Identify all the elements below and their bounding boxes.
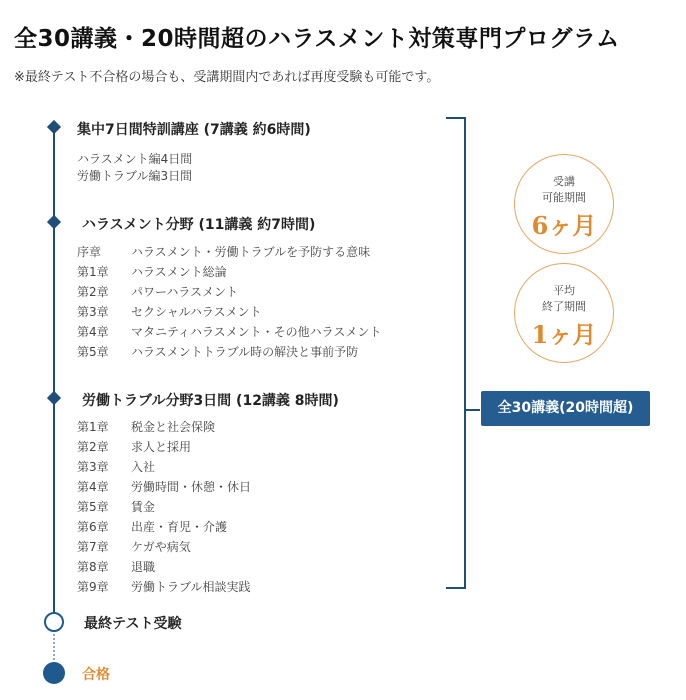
chapter-row xyxy=(77,303,262,321)
section-heading-harassment: ハラスメント分野 (11講義 約7時間) xyxy=(82,217,316,233)
chapter-number: 第9章 xyxy=(77,580,109,594)
average-completion-circle xyxy=(514,263,614,363)
section-marker-diamond xyxy=(47,391,61,405)
chapter-row xyxy=(77,478,251,496)
chapter-number: 第4章 xyxy=(77,325,109,339)
section-heading-intensive: 集中7日間特訓講座 (7講義 約6時間) xyxy=(77,122,311,138)
section-marker-diamond xyxy=(47,120,61,134)
enrollment-period-circle xyxy=(514,154,614,254)
chapter-number: 第3章 xyxy=(77,305,109,319)
final-test-label: 最終テスト受験 xyxy=(84,616,182,632)
total-lectures-badge: 全30講義(20時間超) xyxy=(481,391,650,426)
bracket-connector xyxy=(466,409,480,411)
circle-label: 受講 xyxy=(553,175,575,188)
chapter-number: 第8章 xyxy=(77,560,109,574)
page-title: 全30講義・20時間超のハラスメント対策専門プログラム xyxy=(14,26,620,52)
chapter-row xyxy=(77,578,251,596)
chapter-row xyxy=(77,558,155,576)
chapter-number: 第1章 xyxy=(77,265,109,279)
chapter-title: 退職 xyxy=(131,560,156,574)
circle-label: 可能期間 xyxy=(542,191,586,204)
chapter-row xyxy=(77,418,215,436)
chapter-title: ケガや病気 xyxy=(131,540,191,554)
chapter-title: 出産・育児・介護 xyxy=(131,520,228,534)
pass-label: 合格 xyxy=(82,667,110,683)
circle-label: 平均 xyxy=(553,284,575,297)
chapter-row xyxy=(77,323,381,341)
chapter-title: 労働トラブル相談実践 xyxy=(131,580,251,594)
timeline-line xyxy=(53,127,55,623)
list-item: ハラスメント編4日間 xyxy=(77,152,193,166)
chapter-title: 求人と採用 xyxy=(131,440,192,454)
section-heading-labor: 労働トラブル分野3日間 (12講義 8時間) xyxy=(82,393,339,409)
chapter-row xyxy=(77,283,238,301)
chapter-row xyxy=(77,538,191,556)
chapter-title: パワーハラスメント xyxy=(131,285,239,299)
chapter-title: 労働時間・休憩・休日 xyxy=(131,480,252,494)
chapter-number: 第5章 xyxy=(77,500,109,514)
list-item: 労働トラブル編3日間 xyxy=(77,169,193,183)
chapter-title: マタニティハラスメント・その他ハラスメント xyxy=(131,325,382,339)
circle-label: 終了期間 xyxy=(542,300,586,313)
chapter-title: ハラスメント・労働トラブルを予防する意味 xyxy=(131,245,371,259)
pass-dot-icon xyxy=(43,662,65,684)
chapter-title: 賃金 xyxy=(131,500,156,514)
chapter-row xyxy=(77,518,227,536)
program-bracket xyxy=(446,117,466,589)
section-marker-diamond xyxy=(47,215,61,229)
chapter-number: 第2章 xyxy=(77,440,109,454)
circle-value: 1ヶ月 xyxy=(531,320,597,349)
chapter-row xyxy=(77,243,370,261)
final-test-ring-icon xyxy=(44,612,64,632)
chapter-number: 第2章 xyxy=(77,285,109,299)
chapter-number: 序章 xyxy=(77,245,102,259)
chapter-title: ハラスメント総論 xyxy=(131,265,227,279)
chapter-number: 第4章 xyxy=(77,480,109,494)
chapter-title: ハラスメントトラブル時の解決と事前予防 xyxy=(131,345,359,359)
chapter-row xyxy=(77,263,227,281)
chapter-title: 入社 xyxy=(131,460,156,474)
chapter-title: セクシャルハラスメント xyxy=(131,305,262,319)
chapter-number: 第6章 xyxy=(77,520,109,534)
chapter-row xyxy=(77,498,155,516)
chapter-number: 第7章 xyxy=(77,540,109,554)
chapter-title: 税金と社会保険 xyxy=(131,420,216,434)
chapter-number: 第5章 xyxy=(77,345,109,359)
chapter-row xyxy=(77,343,358,361)
chapter-row xyxy=(77,438,191,456)
chapter-number: 第1章 xyxy=(77,420,109,434)
circle-value: 6ヶ月 xyxy=(531,211,597,240)
chapter-row xyxy=(77,458,155,476)
chapter-number: 第3章 xyxy=(77,460,109,474)
retake-note: ※最終テスト不合格の場合も、受講期間内であれば再度受験も可能です。 xyxy=(14,70,440,85)
